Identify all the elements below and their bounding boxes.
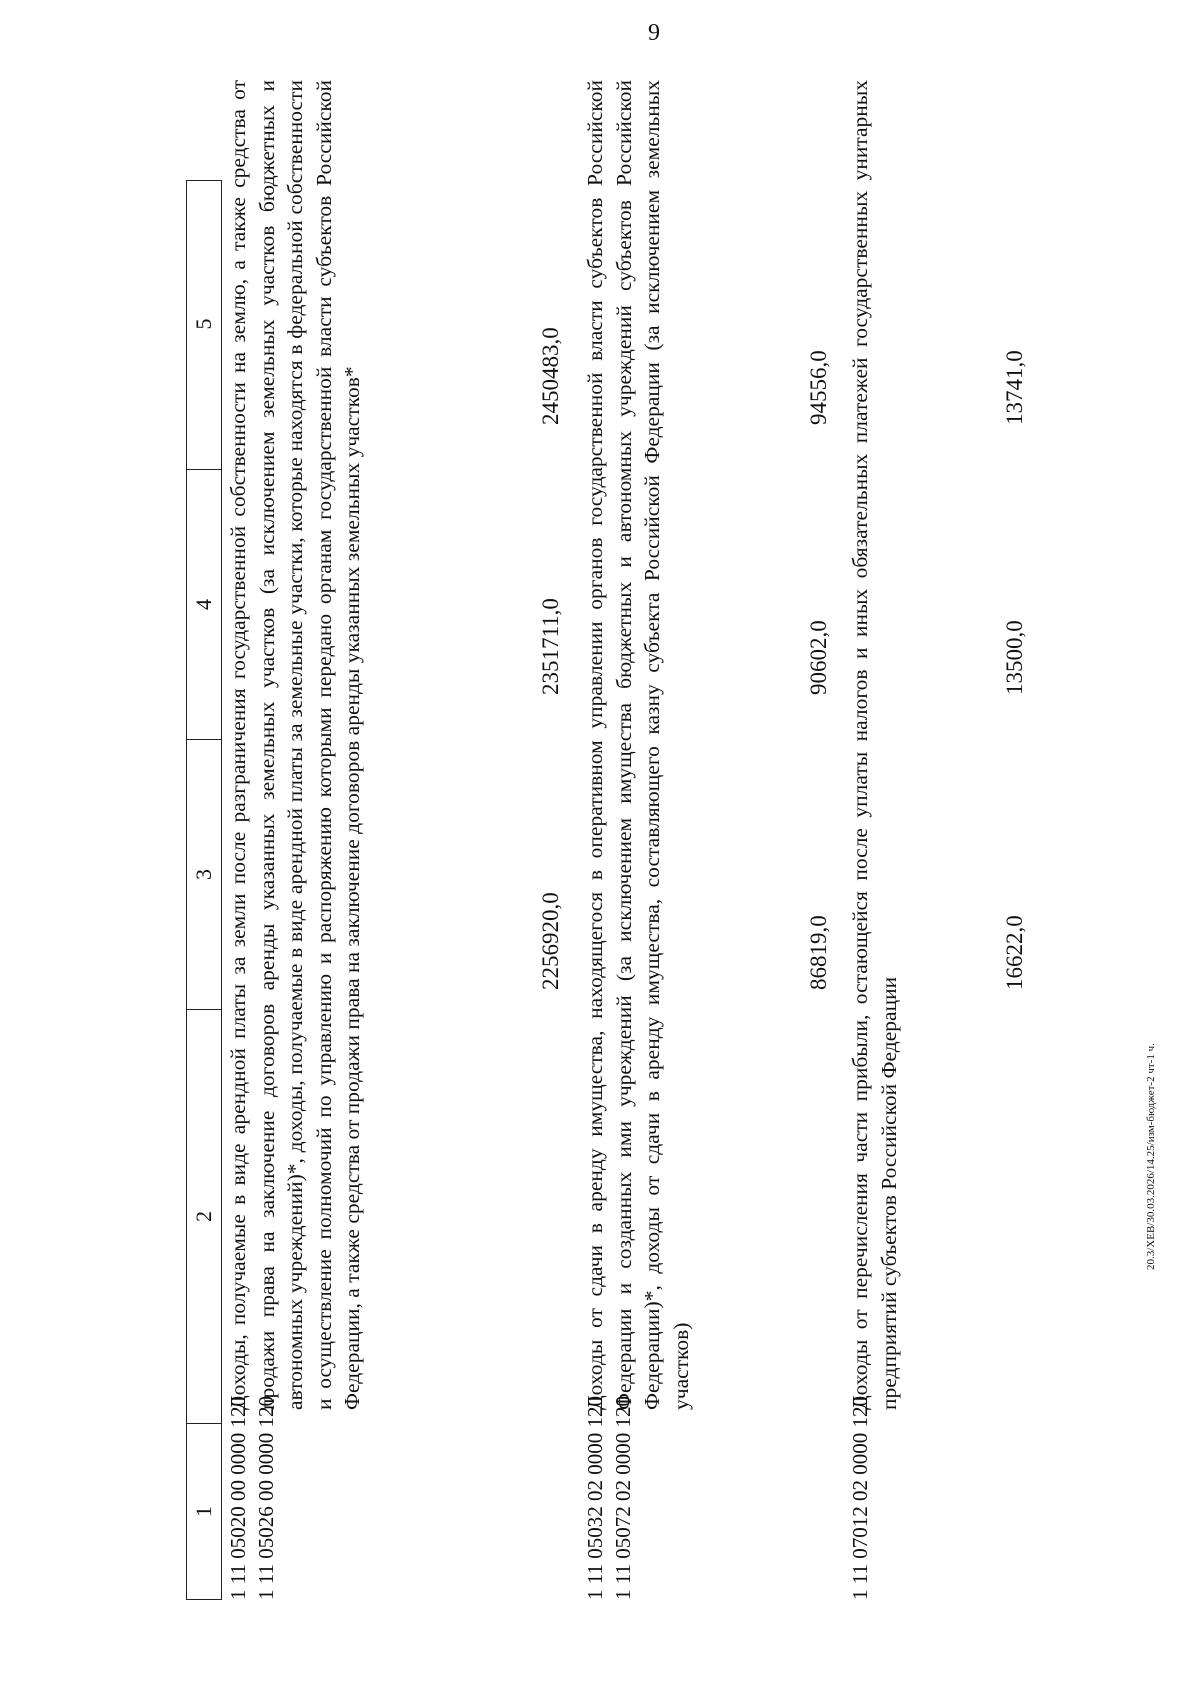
header-col-3: 3 [187,739,221,1009]
row-3-col-5-value: 13741,0 [1002,350,1027,425]
header-col-4: 4 [187,469,221,739]
row-3-col-4-value: 13500,0 [1002,620,1027,695]
page-number: 9 [648,20,660,46]
row-code: 1 11 05032 02 0000 120 [583,1396,607,1600]
row-code: 1 11 05020 00 0000 120 [226,1396,250,1600]
row-2-col-4-value: 90602,0 [806,620,831,695]
row-code: 1 11 05026 00 0000 120 [254,1396,278,1600]
row-description: Доходы, получаемые в виде арендной платы за земли после разграничения государственной собственности на землю, а также средства от продажи права на заключение договоров аренды указанных земельных участков (за исключением земельных участков бюджетных и автономных учреждений)*, доходы, получаемые в виде арендной платы за земельные участки, которые находятся в федеральной собственности и осуществление полномочий по управлению и распоряжению которыми передано органам государственной власти субъектов Российской Федерации, а также средства от продажи права на заключение договоров аренды указанных земельных участков* [226,80,365,1410]
footer-note: 20.3/ХЕВ/30.03.2026/14.25/изм-бюджет-2 чт-1 ч. [1145,1043,1157,1270]
value-layer [186,60,1066,1600]
row-1-col-5-value: 2450483,0 [538,327,563,425]
row-description: Доходы от сдачи в аренду имущества, находящегося в оперативном управлении органов государственной власти субъектов Российской Федерации и созданных ими учреждений (за исключением имущества бюджетных и автономных учреждений субъектов Российской Федерации)*, доходы от сдачи в аренду имущества, составляющего казну субъекта Российской Федерации (за исключением земельных участков) [583,80,693,1410]
row-code: 1 11 07012 02 0000 120 [848,1396,872,1600]
row-1-col-4-value: 2351711,0 [538,598,563,695]
header-col-1: 1 [187,1423,221,1599]
row-2-col-5-value: 94556,0 [806,350,831,425]
row-description: Доходы от перечисления части прибыли, остающейся после уплаты налогов и иных обязательных платежей государственных унитарных предприятий субъектов Российской Федерации [848,80,901,1410]
header-col-5: 5 [191,318,216,330]
row-code: 1 11 05072 02 0000 120 [611,1396,635,1600]
row-2-col-3-value: 86819,0 [806,915,831,990]
row-3-col-3-value: 16622,0 [1002,915,1027,990]
row-1-col-3-value: 2256920,0 [538,892,563,990]
header-col-2: 2 [187,1009,221,1423]
